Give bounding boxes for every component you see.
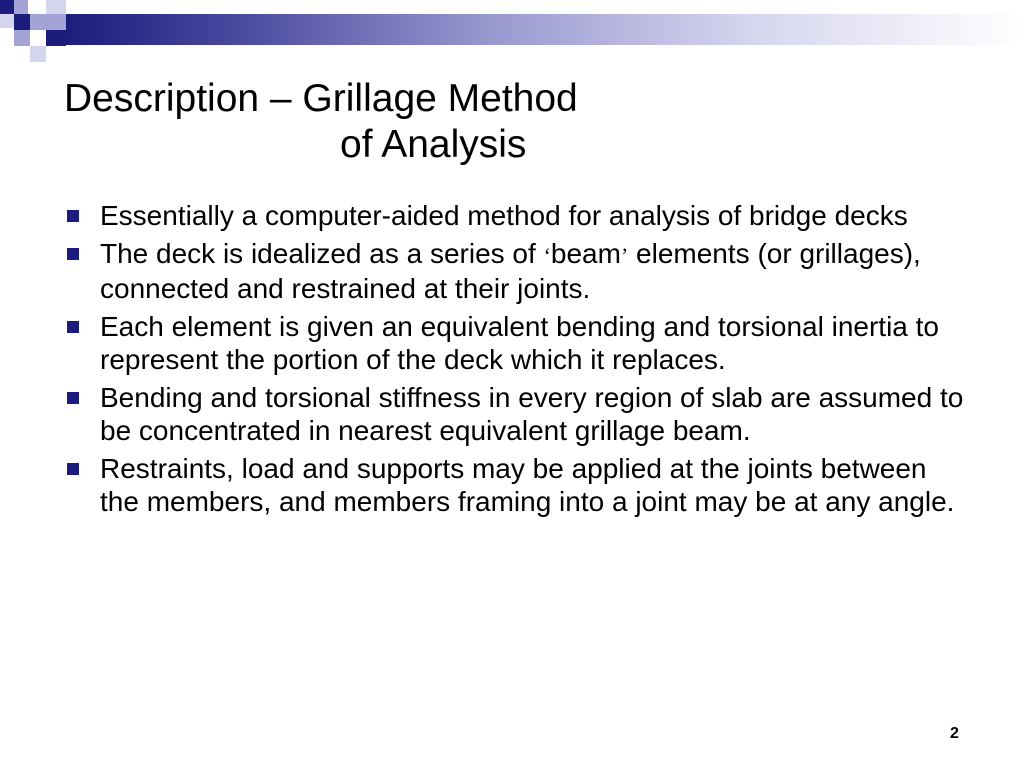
bullet-item xyxy=(64,237,964,305)
decor-square xyxy=(46,30,66,46)
decor-square xyxy=(14,0,28,14)
slide-title xyxy=(64,76,964,168)
close-quote: ’ xyxy=(620,243,629,268)
title-line-2: of Analysis xyxy=(340,123,527,166)
decor-square xyxy=(0,0,14,14)
decor-square xyxy=(46,14,66,30)
title-line-1: Description – Grillage Method xyxy=(64,77,578,120)
square-bullet-icon xyxy=(67,321,79,333)
decor-square xyxy=(0,14,14,28)
bullet-item xyxy=(64,452,964,518)
decor-square xyxy=(14,14,30,30)
decor-square xyxy=(46,0,66,14)
square-bullet-icon xyxy=(67,248,79,260)
decor-square xyxy=(14,30,30,46)
bullet-item xyxy=(64,199,964,232)
bullet-text-part: The deck is idealized as a series of xyxy=(100,238,544,269)
decor-square xyxy=(30,14,46,30)
quoted-word: beam xyxy=(550,238,621,269)
bullet-text: Bending and torsional stiffness in every region of slab are assumed to be concentrated in nearest equivalent grillage beam. xyxy=(100,382,964,446)
square-bullet-icon xyxy=(67,210,79,222)
decor-square xyxy=(30,46,46,62)
bullet-item xyxy=(64,381,964,447)
bullet-text: Restraints, load and supports may be applied at the joints between the members, and members framing into a joint may be at any angle. xyxy=(100,453,955,517)
open-quote: ‘ xyxy=(543,243,551,268)
page-number: 2 xyxy=(950,725,959,742)
bullet-text-part: elements (or grillages), connected and restrained at their joints. xyxy=(100,238,921,304)
bullet-text: Each element is given an equivalent bending and torsional inertia to represent the portion of the deck which it replaces. xyxy=(100,311,940,375)
bullet-list xyxy=(64,199,964,523)
square-bullet-icon xyxy=(67,392,79,404)
square-bullet-icon xyxy=(67,463,79,475)
header-gradient-band xyxy=(66,14,1024,45)
bullet-text: Essentially a computer-aided method for analysis of bridge decks xyxy=(100,200,908,231)
bullet-text xyxy=(100,237,964,305)
bullet-item xyxy=(64,310,964,376)
